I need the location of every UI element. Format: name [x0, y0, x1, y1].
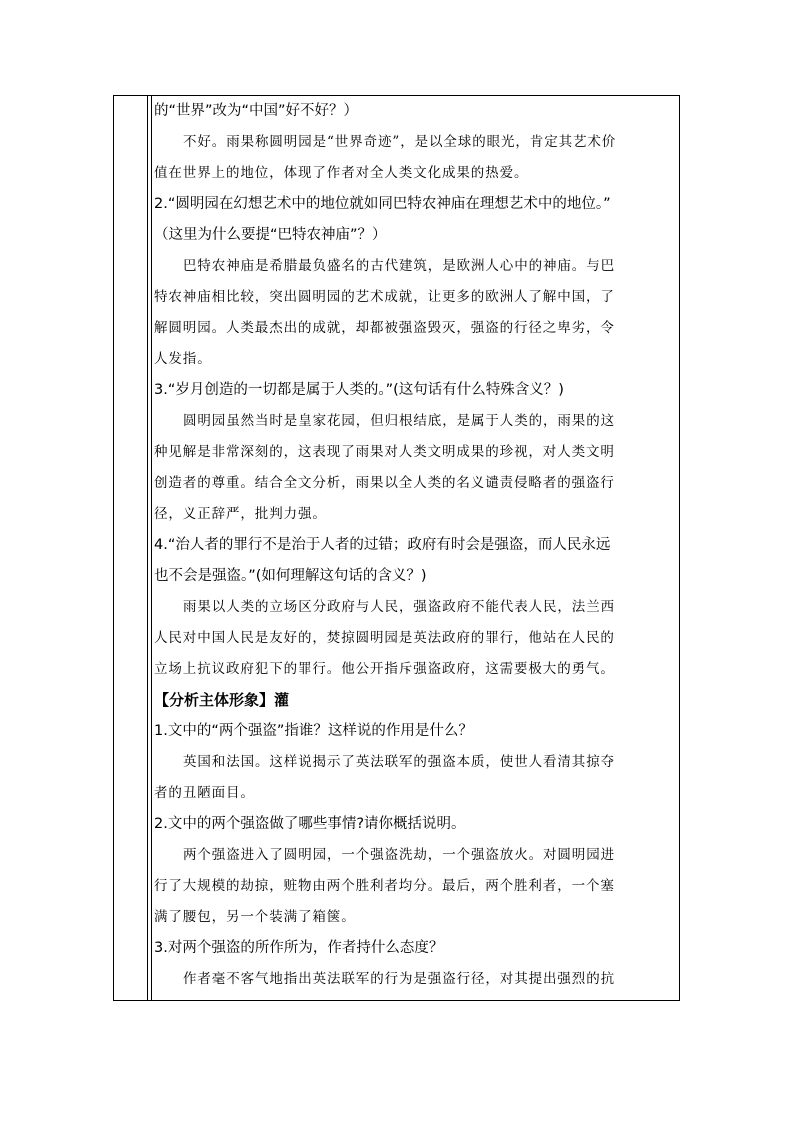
answer-line: 英国和法国。这样说揭示了英法联军的强盗本质，使世人看清其掠夺	[183, 754, 615, 770]
question-line: 2.文中的两个强盗做了哪些事情?请你概括说明。	[154, 816, 466, 832]
column-divider	[151, 96, 152, 1000]
answer-line: 径，义正辞严，批判力强。	[154, 506, 327, 522]
answer-line: 巴特农神庙是希腊最负盛名的古代建筑，是欧洲人心中的神庙。与巴	[183, 258, 615, 274]
answer-line: 满了腰包，另一个装满了箱箧。	[154, 909, 356, 925]
question-line: 4.“治人者的罪行不是治于人者的过错；政府有时会是强盗，而人民永远	[154, 537, 611, 553]
answer-line: 圆明园虽然当时是皇家花园，但归根结底，是属于人类的，雨果的这	[183, 413, 615, 429]
answer-line: 值在世界上的地位，体现了作者对全人类文化成果的热爱。	[154, 165, 529, 181]
question-line: 2.“圆明园在幻想艺术中的地位就如同巴特农神庙在理想艺术中的地位。”	[154, 196, 611, 212]
question-line: 也不会是强盗。”(如何理解这句话的含义？)	[154, 568, 427, 584]
answer-line: 作者毫不客气地指出英法联军的行为是强盗行径，对其提出强烈的抗	[183, 971, 615, 987]
answer-line: 行了大规模的劫掠，赃物由两个胜利者均分。最后，两个胜利者，一个塞	[154, 878, 615, 894]
answer-line: 人发指。	[154, 351, 212, 367]
question-line: （这里为什么要提“巴特农神庙”？）	[154, 227, 387, 243]
answer-line: 雨果以人类的立场区分政府与人民，强盗政府不能代表人民，法兰西	[183, 599, 615, 615]
content-table	[113, 95, 680, 1001]
answer-line: 创造者的尊重。结合全文分析，雨果以全人类的名义谴责侵略者的强盗行	[154, 475, 615, 491]
table-content-cell	[154, 96, 671, 995]
section-heading: 【分析主体形象】灌	[154, 691, 290, 709]
answer-line: 两个强盗进入了圆明园，一个强盗洗劫，一个强盗放火。对圆明园进	[183, 847, 615, 863]
question-line: 的“世界”改为“中国”好不好？）	[154, 103, 359, 119]
answer-line: 者的丑陋面目。	[154, 785, 255, 801]
answer-line: 人民对中国人民是友好的，焚掠圆明园是英法政府的罪行，他站在人民的	[154, 630, 615, 646]
answer-line: 特农神庙相比较，突出圆明园的艺术成就，让更多的欧洲人了解中国，了	[154, 289, 615, 305]
answer-line: 种见解是非常深刻的，这表现了雨果对人类文明成果的珍视，对人类文明	[154, 444, 615, 460]
answer-line: 立场上抗议政府犯下的罪行。他公开指斥强盗政府，这需要极大的勇气。	[154, 661, 615, 677]
question-line: 3.对两个强盗的所作所为，作者持什么态度？	[154, 940, 444, 956]
answer-line: 不好。雨果称圆明园是“世界奇迹”，是以全球的眼光，肯定其艺术价	[183, 134, 617, 150]
question-line: 3.“岁月创造的一切都是属于人类的。”(这句话有什么特殊含义？)	[154, 382, 564, 398]
column-divider	[147, 96, 148, 1000]
answer-line: 解圆明园。人类最杰出的成就，却都被强盗毁灭，强盗的行径之卑劣，令	[154, 320, 615, 336]
question-line: 1.文中的“两个强盗”指谁？这样说的作用是什么？	[154, 723, 473, 739]
